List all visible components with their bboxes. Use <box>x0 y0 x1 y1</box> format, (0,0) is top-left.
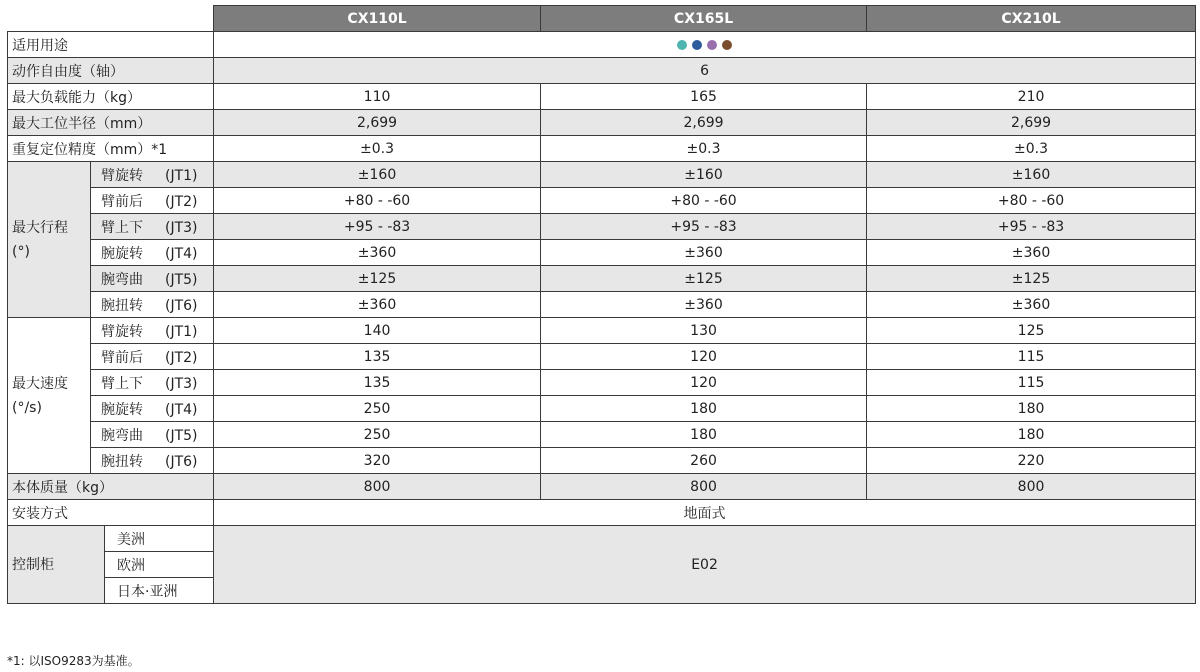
motion-row <box>8 266 1196 292</box>
controller-value: E02 <box>214 526 1196 604</box>
reach-value: 2,699 <box>541 110 867 136</box>
region-japan-asia: 日本·亚洲 <box>105 578 214 604</box>
mass-row <box>8 474 1196 500</box>
mass-value: 800 <box>867 474 1196 500</box>
payload-value: 210 <box>867 84 1196 110</box>
controller-row <box>8 526 1196 552</box>
reach-value: 2,699 <box>214 110 541 136</box>
axis-label: 腕旋转 (JT4) <box>91 240 214 266</box>
motion-value: ±360 <box>867 240 1196 266</box>
motion-value: ±360 <box>541 292 867 318</box>
speed-row <box>8 448 1196 474</box>
speed-value: 320 <box>214 448 541 474</box>
usage-icons <box>214 32 1196 58</box>
motion-value: ±125 <box>214 266 541 292</box>
speed-value: 260 <box>541 448 867 474</box>
speed-value: 250 <box>214 396 541 422</box>
reach-label: 最大工位半径（mm） <box>8 110 214 136</box>
speed-value: 180 <box>541 396 867 422</box>
motion-row <box>8 240 1196 266</box>
repeat-value: ±0.3 <box>214 136 541 162</box>
speed-value: 180 <box>867 396 1196 422</box>
model-header-1: CX110L <box>214 6 541 32</box>
motion-value: ±360 <box>867 292 1196 318</box>
motion-value: ±125 <box>867 266 1196 292</box>
motion-range-label <box>8 162 91 318</box>
header-row <box>8 6 1196 32</box>
speed-value: 180 <box>867 422 1196 448</box>
speed-row <box>8 370 1196 396</box>
application-dot-icon <box>677 40 687 50</box>
axis-label: 臂前后 (JT2) <box>91 188 214 214</box>
mass-value: 800 <box>541 474 867 500</box>
speed-value: 130 <box>541 318 867 344</box>
speed-row <box>8 396 1196 422</box>
motion-value: ±125 <box>541 266 867 292</box>
motion-row <box>8 214 1196 240</box>
motion-row <box>8 162 1196 188</box>
repeat-label: 重复定位精度（mm）*1 <box>8 136 214 162</box>
speed-value: 180 <box>541 422 867 448</box>
motion-range-title: 最大行程 <box>12 219 68 236</box>
axis-label: 臂上下 (JT3) <box>91 370 214 396</box>
speed-value: 120 <box>541 344 867 370</box>
axis-label: 腕弯曲 (JT5) <box>91 266 214 292</box>
motion-value: +80 - -60 <box>214 188 541 214</box>
application-dot-icon <box>722 40 732 50</box>
speed-value: 250 <box>214 422 541 448</box>
spec-table <box>7 5 1196 604</box>
axis-label: 臂旋转 (JT1) <box>91 162 214 188</box>
usage-label: 适用用途 <box>8 32 214 58</box>
speed-value: 125 <box>867 318 1196 344</box>
motion-value: +95 - -83 <box>867 214 1196 240</box>
motion-value: +80 - -60 <box>541 188 867 214</box>
motion-row <box>8 188 1196 214</box>
motion-value: ±360 <box>541 240 867 266</box>
axis-label: 腕扭转 (JT6) <box>91 448 214 474</box>
payload-row <box>8 84 1196 110</box>
repeat-value: ±0.3 <box>867 136 1196 162</box>
install-value: 地面式 <box>214 500 1196 526</box>
speed-value: 135 <box>214 344 541 370</box>
mass-label: 本体质量（kg） <box>8 474 214 500</box>
speed-value: 115 <box>867 370 1196 396</box>
motion-value: +80 - -60 <box>867 188 1196 214</box>
motion-value: ±360 <box>214 240 541 266</box>
region-americas: 美洲 <box>105 526 214 552</box>
repeat-value: ±0.3 <box>541 136 867 162</box>
reach-row <box>8 110 1196 136</box>
footnote: *1: 以ISO9283为基准。 <box>7 654 140 668</box>
usage-dots <box>677 40 732 50</box>
header-blank <box>8 6 214 32</box>
axes-row <box>8 58 1196 84</box>
speed-row <box>8 422 1196 448</box>
axis-label: 臂前后 (JT2) <box>91 344 214 370</box>
speed-value: 115 <box>867 344 1196 370</box>
motion-value: +95 - -83 <box>541 214 867 240</box>
payload-label: 最大负载能力（kg） <box>8 84 214 110</box>
repeat-row <box>8 136 1196 162</box>
controller-label: 控制柜 <box>8 526 105 604</box>
mass-value: 800 <box>214 474 541 500</box>
speed-value: 135 <box>214 370 541 396</box>
motion-row <box>8 292 1196 318</box>
usage-row <box>8 32 1196 58</box>
payload-value: 110 <box>214 84 541 110</box>
speed-row <box>8 318 1196 344</box>
model-header-2: CX165L <box>541 6 867 32</box>
max-speed-label <box>8 318 91 474</box>
axis-label: 腕弯曲 (JT5) <box>91 422 214 448</box>
max-speed-title: 最大速度 <box>12 375 68 392</box>
axes-value: 6 <box>214 58 1196 84</box>
install-row <box>8 500 1196 526</box>
application-dot-icon <box>692 40 702 50</box>
speed-row <box>8 344 1196 370</box>
region-europe: 欧洲 <box>105 552 214 578</box>
axes-label: 动作自由度（轴） <box>8 58 214 84</box>
motion-value: ±160 <box>541 162 867 188</box>
axis-label: 臂旋转 (JT1) <box>91 318 214 344</box>
max-speed-unit: (°/s) <box>12 399 42 416</box>
motion-value: ±160 <box>214 162 541 188</box>
motion-range-unit: (°) <box>12 243 30 260</box>
motion-value: ±160 <box>867 162 1196 188</box>
axis-label: 腕扭转 (JT6) <box>91 292 214 318</box>
install-label: 安装方式 <box>8 500 214 526</box>
axis-label: 腕旋转 (JT4) <box>91 396 214 422</box>
application-dot-icon <box>707 40 717 50</box>
motion-value: +95 - -83 <box>214 214 541 240</box>
reach-value: 2,699 <box>867 110 1196 136</box>
model-header-3: CX210L <box>867 6 1196 32</box>
payload-value: 165 <box>541 84 867 110</box>
motion-value: ±360 <box>214 292 541 318</box>
speed-value: 140 <box>214 318 541 344</box>
speed-value: 120 <box>541 370 867 396</box>
speed-value: 220 <box>867 448 1196 474</box>
axis-label: 臂上下 (JT3) <box>91 214 214 240</box>
